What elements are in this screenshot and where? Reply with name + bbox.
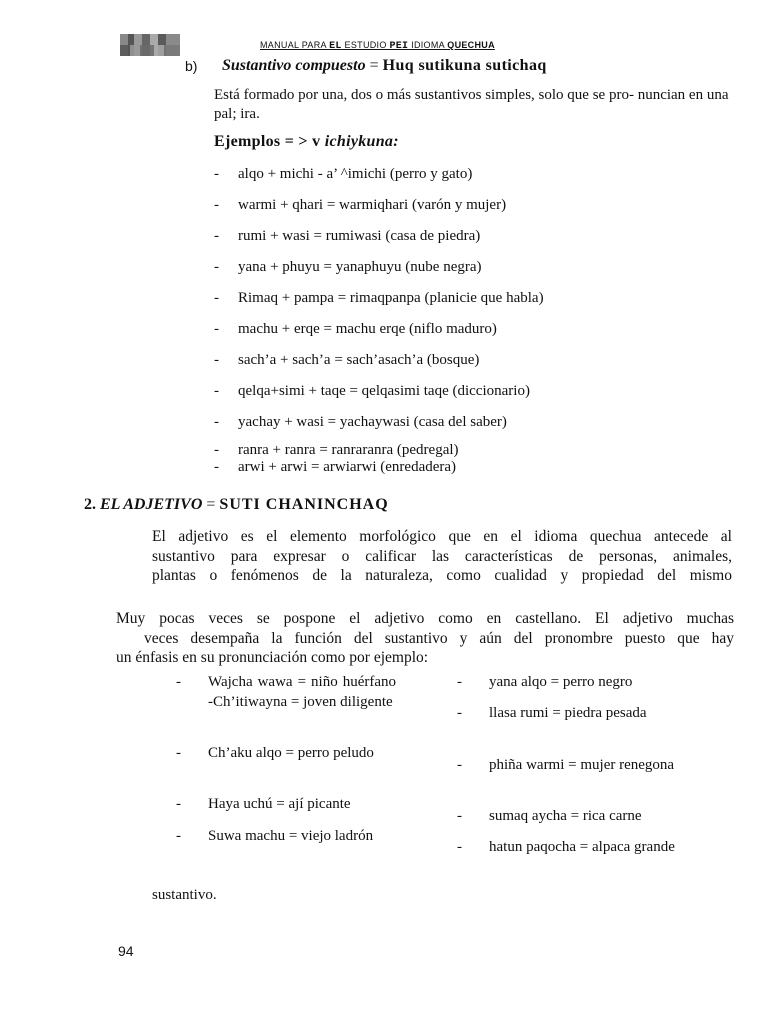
- section-2-title: 2. EL ADJETIVO = SUTI CHANINCHAQ: [84, 496, 389, 513]
- list-item: [214, 166, 472, 183]
- list-dash: -: [214, 442, 219, 458]
- list-item-text: warmi + qhari = warmiqhari (varón y mujer): [238, 197, 507, 213]
- adjective-usage-paragraph: Muy pocas veces se pospone el adjetivo como en castellano. El adjetivo muchas veces desempaña la función del sustantivo y aún del pronombre puesto que hay un énfasis en su pronunciación como por ejemplo:: [116, 610, 734, 666]
- list-dash: -: [214, 228, 219, 244]
- list-dash: -: [214, 166, 219, 182]
- section-b-title: Sustantivo compuesto = Huq sutikuna sutichaq: [222, 57, 547, 74]
- list-item: [214, 290, 544, 307]
- header-text: MANUAL PARA: [260, 40, 330, 50]
- publisher-logo: [120, 34, 180, 56]
- list-item-text: qelqa+simi + taqe = qelqasimi taqe (diccionario): [238, 383, 530, 399]
- list-item-text: alqo + michi - a’ ^imichi (perro y gato): [238, 166, 473, 182]
- list-item-text: machu + erqe = machu erqe (niflo maduro): [238, 321, 497, 337]
- list-item-text: yana + phuyu = yanaphuyu (nube negra): [238, 259, 482, 275]
- list-item: [214, 321, 497, 338]
- examples-heading: Ejemplos = > v ichiykuna:: [214, 133, 399, 150]
- list-item-text: sach’a + sach’a = sach’asach’a (bosque): [238, 352, 480, 368]
- list-item: [214, 383, 530, 400]
- list-item: [214, 442, 459, 459]
- list-item: [214, 259, 482, 276]
- list-dash: -: [214, 414, 219, 430]
- section-b-marker: b): [185, 58, 198, 74]
- list-dash: -: [214, 352, 219, 368]
- list-item-text: rumi + wasi = rumiwasi (casa de piedra): [238, 228, 481, 244]
- list-dash: -: [214, 383, 219, 399]
- running-header: MANUAL PARA EL ESTUDIO PEI IDIOMA QUECHUA: [260, 40, 495, 52]
- list-dash: -: [214, 321, 219, 337]
- list-item-text: Rimaq + pampa = rimaqpanpa (planicie que habla): [238, 290, 544, 306]
- list-item: [214, 459, 456, 476]
- list-dash: -: [214, 290, 219, 306]
- list-item-text: ranra + ranra = ranraranra (pedregal): [238, 442, 459, 458]
- list-dash: -: [214, 197, 219, 213]
- list-item: [214, 197, 506, 214]
- list-dash: -: [214, 259, 219, 275]
- section-b-intro: Está formado por una, dos o más sustantivos simples, solo que se pro- nuncian en una pal; ira.: [214, 87, 729, 122]
- page-number: 94: [118, 943, 134, 959]
- adjective-definition-paragraph: El adjetivo es el elemento morfológico que en el idioma quechua antecede al sustantivo para expresar o calificar las características de personas, animales, plantas o fenómenos de la naturaleza, como cualidad y propiedad del mismo: [152, 528, 732, 584]
- list-item-text: arwi + arwi = arwiarwi (enredadera): [238, 459, 457, 475]
- list-item: [214, 228, 480, 245]
- list-dash: -: [214, 459, 219, 475]
- list-item: [214, 352, 479, 369]
- list-item: [214, 414, 507, 431]
- trailing-text: sustantivo.: [152, 887, 217, 903]
- list-item-text: yachay + wasi = yachaywasi (casa del saber): [238, 414, 507, 430]
